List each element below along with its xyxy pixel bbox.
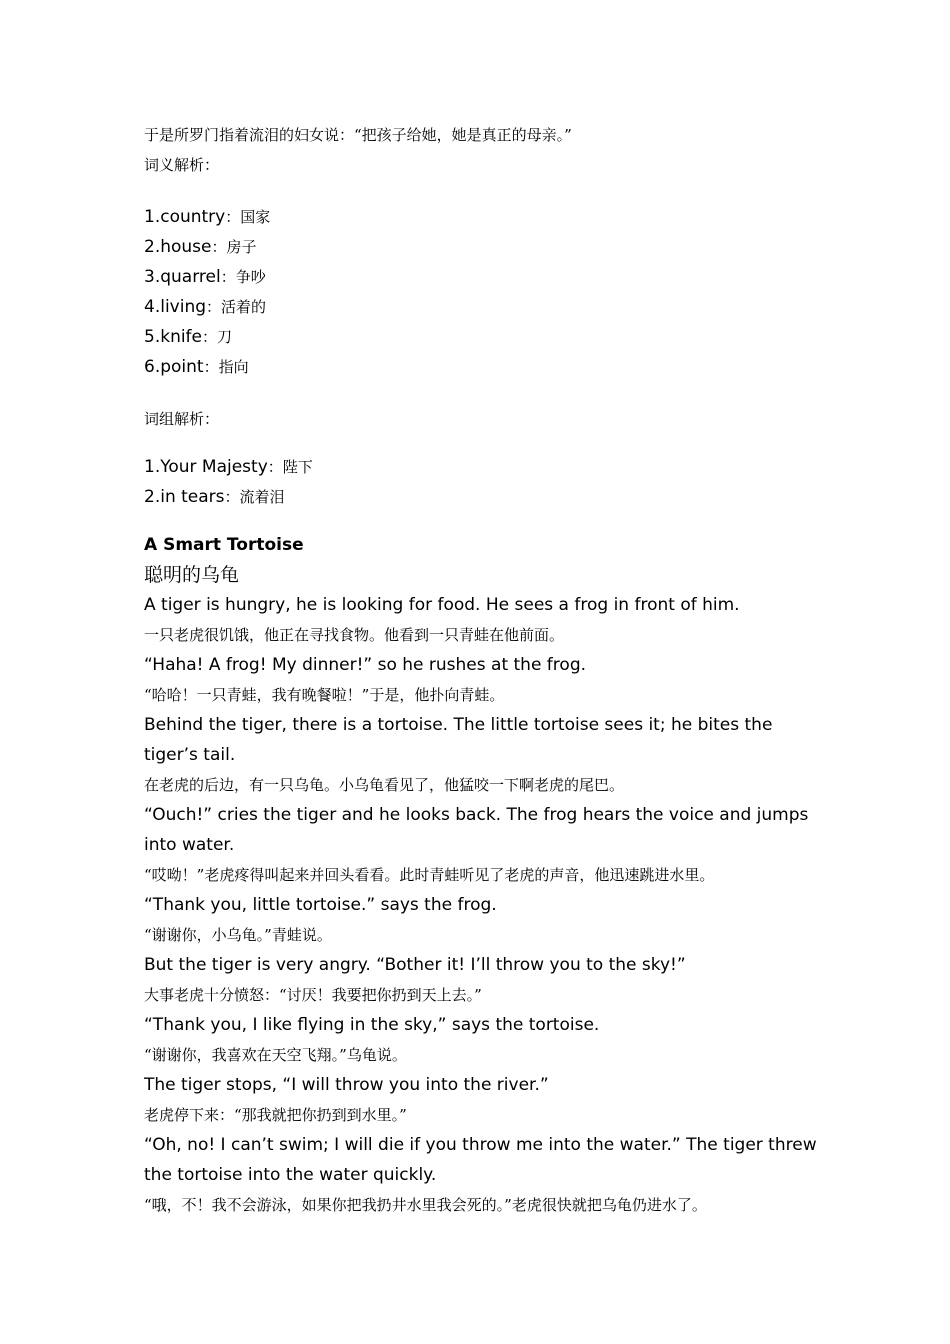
story-line-en: A tiger is hungry, he is looking for food. He sees a frog in front of him. xyxy=(144,595,740,615)
story-line-zh: “谢谢你，我喜欢在天空飞翔。”乌龟说。 xyxy=(144,1046,407,1064)
story-line-zh: 大事老虎十分愤怒：“讨厌！我要把你扔到天上去。” xyxy=(144,986,482,1004)
vocab-item xyxy=(144,232,824,262)
vocab-separator: ： xyxy=(206,298,222,316)
vocab-meaning: 国家 xyxy=(240,208,271,226)
vocab-word: 5.knife xyxy=(144,327,203,347)
story-line-en: The tiger stops, “I will throw you into the river.” xyxy=(144,1075,549,1095)
vocab-word: 3.quarrel xyxy=(144,267,221,287)
story-line-zh: “哈哈！一只青蛙，我有晚餐啦！”于是，他扑向青蛙。 xyxy=(144,686,505,704)
story-line-zh: “哎呦！”老虎疼得叫起来并回头看看。此时青蛙听见了老虎的声音，他迅速跳进水里。 xyxy=(144,866,715,884)
vocab-word: 2.house xyxy=(144,237,212,257)
vocab-separator: ： xyxy=(220,268,236,286)
story-line-en: But the tiger is very angry. “Bother it! I’ll throw you to the sky!” xyxy=(144,955,686,975)
vocab-item xyxy=(144,322,824,352)
phrase-item xyxy=(144,482,824,512)
phrase-meaning: 陛下 xyxy=(282,458,313,476)
vocab-meaning: 争吵 xyxy=(235,268,266,286)
vocab-separator: ： xyxy=(225,208,241,226)
vocab-separator: ： xyxy=(211,238,227,256)
phrase-separator: ： xyxy=(224,488,240,506)
phrase-text: 1.Your Majesty xyxy=(144,457,268,477)
story-line-zh: 一只老虎很饥饿，他正在寻找食物。他看到一只青蛙在他前面。 xyxy=(144,626,565,644)
phrase-text: 2.in tears xyxy=(144,487,225,507)
vocab-heading: 词义解析： xyxy=(144,156,220,174)
vocab-list xyxy=(144,202,824,382)
vocab-item xyxy=(144,292,824,322)
vocab-meaning: 刀 xyxy=(217,328,233,346)
vocab-word: 4.living xyxy=(144,297,207,317)
phrase-list xyxy=(144,452,824,512)
intro-sentence: 于是所罗门指着流泪的妇女说：“把孩子给她，她是真正的母亲。” xyxy=(144,126,572,144)
vocab-word: 6.point xyxy=(144,357,204,377)
story-line-zh: “哦，不！我不会游泳，如果你把我扔井水里我会死的。”老虎很快就把乌龟仍进水了。 xyxy=(144,1196,707,1214)
story-line-en: “Thank you, I like flying in the sky,” says the tortoise. xyxy=(144,1015,600,1035)
vocab-word: 1.country xyxy=(144,207,226,227)
story-title-en: A Smart Tortoise xyxy=(144,535,304,555)
vocab-meaning: 指向 xyxy=(218,358,249,376)
phrase-heading: 词组解析： xyxy=(144,410,220,428)
story-line-en: “Haha! A frog! My dinner!” so he rushes at the frog. xyxy=(144,655,587,675)
vocab-item xyxy=(144,202,824,232)
vocab-separator: ： xyxy=(203,358,219,376)
vocab-meaning: 房子 xyxy=(226,238,257,256)
story-line-zh: 在老虎的后边，有一只乌龟。小乌龟看见了，他猛咬一下啊老虎的尾巴。 xyxy=(144,776,625,794)
story-line-zh: “谢谢你，小乌龟。”青蛙说。 xyxy=(144,926,332,944)
document-body xyxy=(144,120,824,1220)
vocab-meaning: 活着的 xyxy=(221,298,267,316)
story-line-en: “Oh, no! I can’t swim; I will die if you throw me into the water.” The tiger threw the tortoise into the water quickly. xyxy=(144,1135,817,1185)
phrase-meaning: 流着泪 xyxy=(239,488,285,506)
story-line-zh: 老虎停下来：“那我就把你扔到到水里。” xyxy=(144,1106,407,1124)
story-line-en: “Ouch!” cries the tiger and he looks back. The frog hears the voice and jumps into water. xyxy=(144,805,809,855)
phrase-item xyxy=(144,452,824,482)
story-body xyxy=(144,590,824,1220)
vocab-separator: ： xyxy=(202,328,218,346)
story-line-en: Behind the tiger, there is a tortoise. The little tortoise sees it; he bites the tiger’s tail. xyxy=(144,715,773,765)
phrase-separator: ： xyxy=(267,458,283,476)
vocab-item xyxy=(144,262,824,292)
vocab-item xyxy=(144,352,824,382)
story-title-zh: 聪明的乌龟 xyxy=(144,564,240,586)
story-line-en: “Thank you, little tortoise.” says the frog. xyxy=(144,895,497,915)
